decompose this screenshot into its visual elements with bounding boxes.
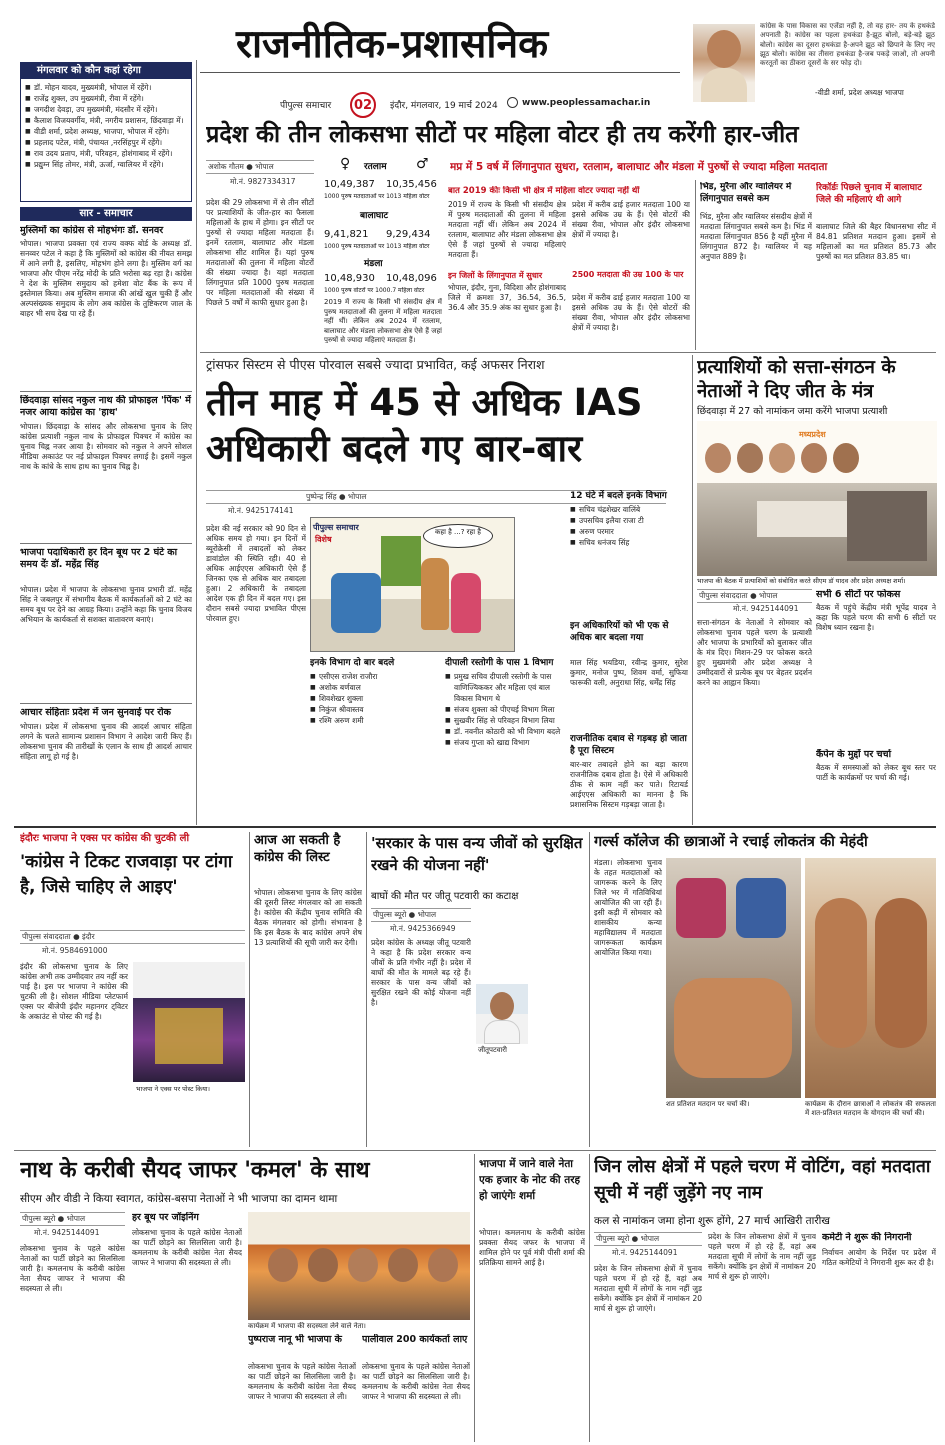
list-item: ■ सुखवीर सिंह से परिवहन विभाग लिया (445, 715, 565, 726)
list-item: ■ राजेंद्र शुक्ल, उप मुख्यमंत्री, रीवा में रहेंगे। (25, 93, 187, 104)
bjp-campaign-body: बैठक में समस्याओं को लेकर बूथ स्तर पर पार्टी के कार्यक्रमों पर चर्चा की गई। (816, 763, 936, 782)
vd-sharma-photo (693, 24, 755, 102)
bjp-meeting-photo (697, 421, 937, 576)
story-b-body: भोपाल। लोकसभा चुनाव के लिए कांग्रेस की दूसरी लिस्ट मंगलवार को आ सकती है। कांग्रेस की केंद्रीय चुनाव समिति की बैठक मंगलवार को होगी। संभावना है कि इस बैठक के बाद कांग्रेस अपने शेष 13 प्रत्याशियों की सूची जारी कर देगी। (254, 888, 362, 947)
news-brief-title: सार - समाचार (20, 207, 192, 221)
brief-headline: मुस्लिमों का कांग्रेस से मोहभंगः डॉ. सनवर (20, 225, 164, 236)
lead-body: प्रदेश की 29 लोकसभा में से तीन सीटों पर प्रत्याशियों के जीत-हार का फैसला महिलाओं के हाथ में होगा। इन सीटों पर पुरुषों से ज्यादा महिला मतदाता हैं। इनमें रतलाम, बालाघाट और मंडला लोकसभा सीट शामिल हैं। यहां पुरुष मतदाताओं की तुलना में महिला वोटरों की संख्या ज्यादा है। यहां मतदाता लिंगानुपात प्रति 1000 पुरुष मतदाता पर महिला मतदाताओं की संख्या में पिछले 5 वर्षों में काफी सुधार हुआ है। (206, 198, 314, 307)
globe-icon (507, 97, 518, 108)
brief-headline: छिंदवाड़ा सांसद नकुल नाथ की प्रोफाइल 'पिंक' में नजर आया कांग्रेस का 'हाथ' (20, 395, 191, 418)
story-d-body: मंडला। लोकसभा चुनाव के तहत मतदाताओं को जागरूक करने के लिए जिले भर में गतिविधियां आयोजित की जा रही हैं। इसी कड़ी में सोमवार को शासकीय कन्या महाविद्यालय में मतदाता जागरूकता कार्यक्रम आयोजित किया गया। (594, 858, 662, 957)
pressure-body: बार-बार तबादले होने का बड़ा कारण राजनीतिक दबाव होता है। ऐसे में अधिकारी ठीक से काम नहीं कर पाते। रिटायर्ड आईएएस अधिकारी का मानना है कि प्रशासनिक सिस्टम गड़बड़ा जाता है। (570, 760, 688, 809)
list-item: ■ रश्मि अरुण शमी (310, 715, 440, 726)
seat-name: बालाघाट (360, 211, 389, 221)
two-change-box (310, 657, 440, 822)
brief-body: भोपाल। प्रदेश में भाजपा के लोकसभा चुनाव प्रभारी डॉ. महेंद्र सिंह ने जबलपुर में संभागीय बैठक में कार्यकर्ताओं को 2 घंटे का समय बूथ पर देने का आग्रह किया। उन्होंने कहा कि चुनाव विजय अभियान के कार्यकर्ता से सशक्त वातावरण बनाएं। (20, 585, 192, 624)
quote-text: कांग्रेस के पास विकास का एजेंडा नहीं है, तो वह हार- तय के हथकंडे अपनाती है। कांग्रेस का पहला हथकंडा है-झूठ बोलो, बड़े-बड़े झूठ बोलो। कांग्रेस का दूसरा हथकंडा है-अपने झूठ को छिपाने के लिए नए झूठ बोलो। कांग्रेस का तीसरा हथकंडा है-जब पकड़े जाओ, तो अपनी करतूतों का ठीकरा दूसरों के सर फोड़ दो। (760, 22, 935, 68)
story-a-body: इंदौर की लोकसभा चुनाव के लिए कांग्रेस अभी तक उम्मीदवार तय नहीं कर पाई है। इस पर भाजपा ने कांग्रेस की चुटकी ली है। सोशल मीडिया प्लेटफार्म एक्स पर बीजेपी इंदौर महानगर ट्विटर के अकाउंट से पोस्ट की गई है। (20, 962, 128, 1021)
section-title: राजनीतिक-प्रशासनिक (236, 22, 549, 67)
box-2019-body-cont: प्रदेश में करीब ढाई हजार मतदाता 100 या इससे अधिक उम्र के हैं। ऐसे वोटरों की संख्या रीवा, भोपाल और इंदौर लोकसभा क्षेत्रों में ज्यादा है। (572, 200, 690, 239)
bjp-focus-head: सभी 6 सीटों पर फोकस (816, 589, 901, 600)
dateline: इंदौर, मंगलवार, 19 मार्च 2024 (390, 101, 498, 111)
story-c-headline: 'सरकार के पास वन्य जीवों को सुरक्षित रखने की योजना नहीं' (371, 834, 583, 874)
list-item: ■ सचिव धनंजय सिंह (570, 537, 688, 548)
story-a-mobile: मो.नं. 9584691000 (42, 946, 108, 955)
list-item: ■ एसीएस राजेश राजौरा (310, 671, 440, 682)
story-e-mobile: मो.नं. 9425144091 (34, 1228, 100, 1237)
mehndi-photo-2 (805, 858, 936, 1098)
story-f-headline: भाजपा में जाने वाले नेता एक हजार के नोट की तरह हो जाएंगेः शर्मा (479, 1158, 581, 1202)
box-2019-body: 2019 में राज्य के किसी भी संसदीय क्षेत्र में पुरुष मतदाताओं की तुलना में महिला मतदाता नहीं थीं। लेकिन अब 2024 में रतलाम, बालाघाट और मंडला लोकसभा क्षेत्र ऐसे हैं जहां पुरुषों से ज्यादा महिलाएं मतदाता हैं। (448, 200, 566, 259)
box-2019-head: बात 2019 कीः किसी भी क्षेत्र में महिला वोटर ज्यादा नहीं थीं (448, 186, 640, 196)
banner-label: मध्यप्रदेश (799, 430, 826, 439)
female-count: 9,41,821 (324, 229, 369, 240)
page-number-badge (350, 92, 376, 118)
list-item: ■ शिवशेखर शुक्ला (310, 693, 440, 704)
lead-mobile: मो.नं. 9827334317 (230, 177, 296, 186)
record-headline: रिकॉर्डः पिछले चुनाव में बालाघाट जिले की महिलाएं थी आगे (816, 183, 922, 205)
male-count: 9,29,434 (386, 229, 431, 240)
ratio-note: 1000 पुरुष वोटरों पर 1000.7 महिला वोटर (324, 287, 425, 294)
story-e-photo (248, 1212, 470, 1320)
bjp-byline: पीपुल्स संवाददाता ● भोपाल (697, 589, 812, 603)
cartoon-speech-bubble: कहा है ...? रहा है (423, 524, 493, 548)
paper-name: पीपुल्स समाचार (280, 101, 332, 111)
story-e-small2-body: लोकसभा चुनाव के पहले कांग्रेस नेताओं का पार्टी छोड़ने का सिलसिला जारी है। कमलनाथ के करीबी कांग्रेस नेता सैयद जाफर ने भाजपा की सदस्यता ले ली। (362, 1362, 470, 1401)
story-e-small2-head: पालीवाल 200 कार्यकर्ता लाए (362, 1334, 468, 1345)
story-g-body-cont: प्रदेश के जिन लोकसभा क्षेत्रों में चुनाव पहले चरण में हो रहे हैं, वहां अब मतदाता सूची में लोगों के नाम नहीं जुड़ सकेंगे। क्योंकि इन क्षेत्रों में नामांकन 20 मार्च से शुरू हो जाएंगे। (708, 1232, 816, 1281)
female-count: 10,48,930 (324, 273, 375, 284)
story-c-body: प्रदेश कांग्रेस के अध्यक्ष जीतू पटवारी ने कहा है कि प्रदेश सरकार वन्य जीवों के प्रति गंभीर नहीं है। प्रदेश में बाघों की मौत के मामले बढ़ रहे हैं। सरकार के पास वन्य जीवों को सुरक्षित रखने की कोई योजना नहीं है। (371, 938, 471, 1007)
lead-subhead: मप्र में 5 वर्ष में लिंगानुपात सुधरा, रतलाम, बालाघाट और मंडला में पुरुषों से ज्यादा महिला मतदाता (450, 161, 828, 173)
twelve-hour-head: 12 घंटे में बदले इनके विभाग (570, 491, 667, 501)
male-count: 10,35,456 (386, 179, 437, 190)
seat-name: रतलाम (364, 162, 387, 172)
story-c-subhead: बाघों की मौत पर जीतू पटवारी का कटाक्ष (371, 891, 519, 902)
ias-body: प्रदेश की नई सरकार को 90 दिन से अधिक समय हो गया। इन दिनों में ब्यूरोक्रेसी में तबादलों को लेकर डावांडोल की स्थिति रही। 40 से अधिक आईएएस अधिकारी ऐसे हैं जिनका एक से अधिक बार तबादला हुआ। 2 अधिकारी के तबादला आदेश एक ही दिन में बदल गए। इस दौरान सबसे ज्यादा प्रभावित पीएस पोरवाल हुए। (206, 524, 306, 623)
story-e-byline: पीपुल्स ब्यूरो ● भोपाल (20, 1212, 125, 1226)
story-g-byline: पीपुल्स ब्यूरो ● भोपाल (594, 1232, 702, 1246)
list-item: ■ सचिव चंद्रशेखर वालिंबे (570, 504, 688, 515)
bjp-mobile: मो.नं. 9425144091 (733, 604, 799, 613)
quote-attribution: -वीडी शर्मा, प्रदेश अध्यक्ष भाजपा (815, 88, 904, 97)
story-e-body: लोकसभा चुनाव के पहले कांग्रेस नेताओं का पार्टी छोड़ने का सिलसिला जारी है। कमलनाथ के करीबी कांग्रेस नेता सैयद जाफर ने भाजपा की सदस्यता ले ली। (20, 1244, 125, 1293)
story-a-kicker: इंदौरः भाजपा ने एक्स पर कांग्रेस की चुटकी ली (20, 833, 190, 844)
story-g-body: प्रदेश के जिन लोकसभा क्षेत्रों में चुनाव पहले चरण में हो रहे हैं, वहां अब मतदाता सूची में लोगों के नाम नहीं जुड़ सकेंगे। क्योंकि इन क्षेत्रों में नामांकन 20 मार्च से शुरू हो जाएंगे। (594, 1264, 702, 1313)
ias-mobile: मो.नं. 9425174141 (228, 506, 294, 515)
mehndi-photo-1 (666, 858, 801, 1098)
mehndi-caption-1: शत प्रतिशत मतदान पर चर्चा की। (666, 1100, 750, 1108)
list-item: ■ डॉ. नवनीत कोठारी को भी विभाग बदले (445, 726, 565, 737)
story-e-side-body: लोकसभा चुनाव के पहले कांग्रेस नेताओं का पार्टी छोड़ने का सिलसिला जारी है। कमलनाथ के करीबी कांग्रेस नेता सैयद जाफर ने भाजपा की सदस्यता ले ली। (132, 1228, 242, 1267)
schedule-box (20, 62, 192, 202)
seat-name: मंडला (364, 259, 383, 269)
story-a-byline: पीपुल्स संवाददाता ● इंदौर (20, 930, 245, 944)
lead-byline: अशोक गौतम ● भोपाल (206, 160, 314, 174)
story-a-photo-caption: भाजपा ने एक्स पर पोस्ट किया। (136, 1085, 211, 1093)
male-icon: ♂ (416, 156, 429, 172)
side-headline: भिंड, मुरैना और ग्वालियर में लिंगानुपात सबसे कम (700, 182, 792, 204)
box-improve-body: भोपाल, इंदौर, गुना, विदिशा और होशंगाबाद जिले में क्रमशः 37, 36.54, 36.5, 36.4 और 35.9 अंक का सुधार हुआ है। (448, 283, 566, 312)
box-2500-head: 2500 मतदाता की उम्र 100 के पार (572, 270, 684, 279)
brief-headline: आचार संहिताः प्रदेश में जन सुनवाई पर रोक (20, 707, 171, 718)
list-item: ■ निकुंज श्रीवास्तव (310, 704, 440, 715)
twice-body: माल सिंह भयडिया, रवीन्द्र कुमार, सुरेश कुमार, मनोज पुष्प, शिवम वर्मा, सुफिया फारूकी वली, अनुराधा सिंह, धर्मेंद्र सिंह (570, 658, 688, 687)
deepali-box (445, 657, 565, 822)
story-e-headline: नाथ के करीबी सैयद जाफर 'कमल' के साथ (20, 1158, 370, 1183)
jitu-patwari-photo (476, 984, 528, 1044)
story-a-screenshot (133, 962, 245, 1082)
story-c-byline: पीपुल्स ब्यूरो ● भोपाल (371, 908, 471, 922)
bjp-photo-caption: भाजपा की बैठक में प्रत्याशियों को संबोधित करते सीएम डॉ यादव और प्रदेश अध्यक्ष शर्मा। (697, 577, 906, 585)
jitu-photo-caption: जीतूपटवारी (478, 1046, 507, 1054)
story-g-side-head: कमेटी ने शुरू की निगरानी (822, 1232, 912, 1243)
schedule-title: मंगलवार को कौन कहां रहेगा (21, 63, 191, 79)
bjp-body: सत्ता-संगठन के नेताओं ने सोमवार को लोकसभा चुनाव पहले चरण के प्रत्याशी और भाजपा के प्रभारियों को बुलाकर जीत के मंत्र दिए। मिशन-29 पर फोकस करते हुए मुख्यमंत्री और प्रदेश अध्यक्ष ने उम्मीदवारों से प्रत्येक बूथ पर बेहतर प्रदर्शन करने का आह्वान किया। (697, 618, 812, 687)
story-f-body: भोपाल। कमलनाथ के करीबी कांग्रेस प्रवक्ता सैयद जफर के भाजपा में शामिल होने पर पूर्व मंत्री पीसी शर्मा की प्रतिक्रिया सामने आई है। (479, 1228, 585, 1267)
list-item: ■ कैलाश विजयवर्गीय, मंत्री, नगरीय प्रशासन, छिंदवाड़ा में। (25, 115, 187, 126)
story-e-small1-body: लोकसभा चुनाव के पहले कांग्रेस नेताओं का पार्टी छोड़ने का सिलसिला जारी है। कमलनाथ के करीबी कांग्रेस नेता सैयद जाफर ने भाजपा की सदस्यता ले ली। (248, 1362, 356, 1401)
list-item: ■ राव उदय प्रताप, मंत्री, परिवहन, होशंगाबाद में रहेंगे। (25, 148, 187, 159)
pressure-head: राजनीतिक दबाव से गड़बड़ हो जाता है पूरा सिस्टम (570, 734, 687, 756)
story-e-subhead: सीएम और वीडी ने किया स्वागत, कांग्रेस-बसपा नेताओं ने भी भाजपा का दामन थामा (20, 1193, 338, 1205)
list-item: ■ अरुण परमार (570, 526, 688, 537)
masthead (200, 20, 680, 113)
story-e-side-head: हर बूथ पर जॉइनिंग (132, 1212, 199, 1223)
list-item: ■ डॉ. मोहन यादव, मुख्यमंत्री, भोपाल में रहेंगे। (25, 82, 187, 93)
brief-headline: भाजपा पदाधिकारी हर दिन बूथ पर 2 घंटे का समय देंः डॉ. महेंद्र सिंह (20, 547, 178, 570)
website-link[interactable]: www.peoplessamachar.in (522, 98, 651, 108)
male-count: 10,48,096 (386, 273, 437, 284)
ias-headline: तीन माह में 45 से अधिक IAS अधिकारी बदले गए बार-बार (206, 381, 643, 470)
voter-table (320, 155, 442, 345)
mehndi-caption-2: कार्यक्रम के दौरान छात्राओं ने लोकतंत्र की सफलता में शत-प्रतिशत मतदान के योगदान की चर्चा की। (805, 1100, 936, 1117)
bjp-subhead: छिंदवाड़ा में 27 को नामांकन जमा करेंगे भाजपा प्रत्याशी (697, 406, 888, 417)
ias-byline: पुष्पेन्द्र सिंह ● भोपाल (206, 490, 666, 504)
side-body: भिंड, मुरैना और ग्वालियर संसदीय क्षेत्रों में मतदाता लिंगानुपात सबसे कम है। भिंड में मतदाता लिंगानुपात 856 है यहीं मुरैना में लिंगानुपात 872 है। ग्वालियर में यह अनुपात 889 है। (700, 212, 812, 261)
story-g-subhead: कल से नामांकन जमा होना शुरू होंगे, 27 मार्च आखिरी तारीख (594, 1215, 830, 1227)
lead-body-continued: 2019 में राज्य के किसी भी संसदीय क्षेत्र में पुरुष मतदाताओं की तुलना में महिला मतदाता नहीं थीं। लेकिन अब 2024 में रतलाम, बालाघाट और मंडला लोकसभा क्षेत्र ऐसे हैं जहां पुरुषों से ज्यादा महिलाएं मतदाता हैं। (324, 298, 442, 343)
list-item: ■ संजय गुप्ता को खाद्य विभाग (445, 737, 565, 748)
story-a-headline: 'कांग्रेस ने टिकट राजवाड़ा पर टांगा है, जिसे चाहिए ले आइए' (20, 852, 233, 897)
story-e-small1-head: पुष्पराज नानू भी भाजपा के (248, 1334, 342, 1345)
brief-body: भोपाल। प्रदेश में लोकसभा चुनाव की आदर्श आचार संहिता लगने के चलते सामान्य प्रशासन विभाग ने आदेश जारी किए हैं। लोकसभा चुनाव की तारीखों के एलान के साथ ही आदर्श आचार संहिता लागू हो गई है। (20, 722, 192, 761)
paper-logo: पीपुल्स समाचार (313, 523, 359, 532)
bjp-campaign-head: कैंपेन के मुद्दों पर चर्चा (816, 749, 892, 760)
bjp-headline: प्रत्याशियों को सत्ता-संगठन के नेताओं ने दिए जीत के मंत्र (697, 357, 896, 402)
ias-kicker: ट्रांसफर सिस्टम से पीएस पोरवाल सबसे ज्यादा प्रभावित, कई अफसर निराश (206, 357, 545, 372)
story-d-headline: गर्ल्स कॉलेज की छात्राओं ने रचाई लोकतंत्र की मेहंदी (594, 834, 868, 850)
deepali-head: दीपाली रस्तोगी के पास 1 विभाग (445, 658, 554, 668)
story-g-mobile: मो.नं. 9425144091 (612, 1248, 678, 1257)
page-number: 02 (353, 98, 373, 113)
ias-cartoon (310, 517, 515, 652)
bjp-focus-body: बैठक में पहुंचे केंद्रीय मंत्री भूपेंद्र यादव ने कहा कि पहले चरण की सभी 6 सीटों पर विशेष ध्यान रखना है। (816, 603, 936, 632)
story-g-side-body: निर्वाचन आयोग के निर्देश पर प्रदेश में गठित कमेटियों ने निगरानी शुरू कर दी है। (822, 1248, 936, 1267)
special-label: विशेष (315, 535, 332, 544)
story-c-mobile: मो.नं. 9425366949 (390, 924, 456, 933)
twice-head: इन अधिकारियों को भी एक से अधिक बार बदला गया (570, 621, 669, 643)
schedule-list (21, 79, 191, 173)
list-item: ■ प्रहलाद पटेल, मंत्री, पंचायत ,नरसिंहपुर में रहेंगे। (25, 137, 187, 148)
list-item: ■ अशोक बर्णवाल (310, 682, 440, 693)
record-body: बालाघाट जिले की बैहर विधानसभा सीट में 84.81 प्रतिशत मतदान हुआ। इसमें से महिलाओं का मत प्रतिशत 85.73 और पुरुषों का मत प्रतिशत 83.85 था। (816, 222, 936, 261)
list-item: ■ जगदीश देवड़ा, उप मुख्यमंत्री, मंदसौर में रहेंगे। (25, 104, 187, 115)
list-item: ■ संजय शुक्ला को पीएचई विभाग मिला (445, 704, 565, 715)
female-icon: ♀ (340, 156, 351, 172)
two-change-head: इनके विभाग दो बार बदले (310, 658, 395, 668)
list-item: ■ वीडी शर्मा, प्रदेश अध्यक्ष, भाजपा, भोपाल में रहेंगे। (25, 126, 187, 137)
female-count: 10,49,387 (324, 179, 375, 190)
ratio-note: 1000 पुरुष मतदाताओं पर 1013 महिला वोटर (324, 193, 430, 200)
list-item: ■ उपसचिव इलैया राजा टी (570, 515, 688, 526)
ratio-note: 1000 पुरुष मतदाताओं पर 1013 महिला वोटर (324, 243, 430, 250)
list-item: ■ प्रमुख सचिव दीपाली रस्तोगी के पास वाणिज्यिककर और महिला एवं बाल विकास विभाग थे (445, 671, 565, 704)
story-e-photo-caption: कार्यक्रम में भाजपा की सदस्यता लेने वाले नेता। (248, 1322, 366, 1330)
brief-body: भोपाल। भाजपा प्रवक्ता एवं राज्य वक्फ बोर्ड के अध्यक्ष डॉ. सनव्वर पटेल ने कहा है कि मुस्लिमों को कांग्रेस की नीयत समझ में आने लगी है, इसलिए, मोहभंग होने लगा है। मुस्लिम वर्ग का भाजपा और पीएम नरेंद्र मोदी के प्रति भरोसा बढ़ रहा है। कांग्रेस ने देश के मुस्लिम समुदाय को हमेशा वोट बैंक के रूप में इस्तेमाल किया। अब मुस्लिम समाज की आंखें खुल चुकी हैं और अल्पसंख्यक समुदाय के लोग अब कांग्रेस के तुष्टिकरण जाल के बाहर भी सच देख पा रहे हैं। (20, 239, 192, 318)
list-item: ■ प्रद्युम्न सिंह तोमर, मंत्री, ऊर्जा, ग्वालियर में रहेंगे। (25, 159, 187, 170)
brief-body: भोपाल। छिंदवाड़ा के सांसद और लोकसभा चुनाव के लिए कांग्रेस प्रत्याशी नकुल नाथ के प्रोफाइल पिक्चर में कांग्रेस का चुनाव चिह्न नजर आया है। सोमवार को नकुल ने अपने सोशल मीडिया अकाउंट पर नई प्रोफाइल पिक्चर लगाई है। इसमें नकुल नाथ के कांधे के साथ हाथ का चुनाव चिह्न है। (20, 422, 192, 471)
box-improve-head: इन जिलों के लिंगानुपात में सुधार (448, 271, 543, 280)
box-2500-body: प्रदेश में करीब ढाई हजार मतदाता 100 या इससे अधिक उम्र के हैं। ऐसे वोटरों की संख्या रीवा, भोपाल और इंदौर लोकसभा क्षेत्रों में ज्यादा है। (572, 293, 690, 332)
story-g-headline: जिन लोस क्षेत्रों में पहले चरण में वोटिंग, वहां मतदाता सूची में नहीं जुड़ेंगे नए नाम (594, 1157, 931, 1203)
lead-headline: प्रदेश की तीन लोकसभा सीटों पर महिला वोटर ही तय करेंगी हार-जीत (206, 120, 799, 148)
story-b-headline: आज आ सकती है कांग्रेस की लिस्ट (254, 833, 341, 865)
